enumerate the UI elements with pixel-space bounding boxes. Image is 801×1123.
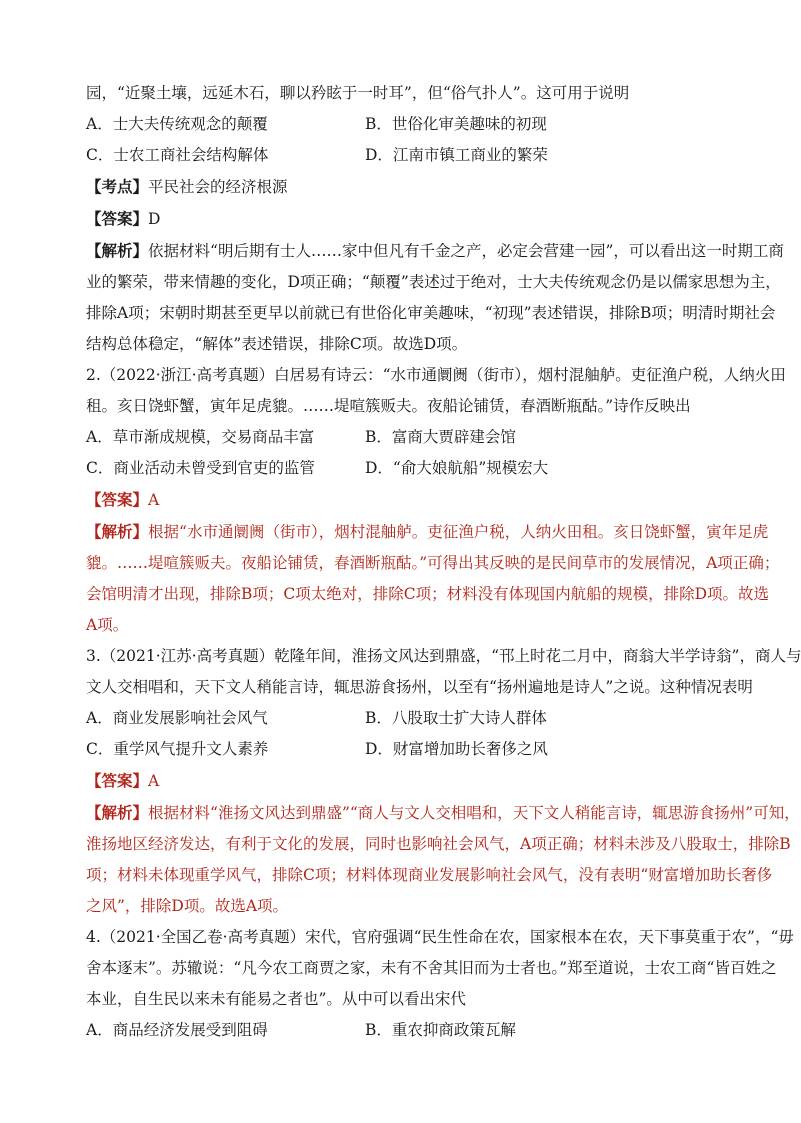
q3-analysis-label: 【解析】 [86,803,149,822]
q1-option-c: C．士农工商社会结构解体 [86,146,269,164]
q1-analysis-text: 依据材料“明后期有士人……家中但凡有千金之产，必定会营建一园”，可以看出这一时期工商 [148,242,784,260]
q3-analysis-line-3: 项；材料未体现重学风气，排除C项；材料体现商业发展影响社会风气，没有表明“财富增加助长奢侈 [86,866,773,884]
q2-options-row-1 [86,422,710,453]
q3-stem-line-2: 文人交相唱和，天下文人稍能言诗，辄思游食扬州，以至有“扬州遍地是诗人”之说。这种情况表明 [86,678,753,696]
q1-analysis-line-4: 结构总体稳定，“解体”表述错误，排除C项。故选D项。 [86,335,468,353]
q2-analysis-line-4: A项。 [86,616,129,634]
q2-option-b: B．富商大贾辟建会馆 [365,428,516,446]
q2-answer-value: A [148,491,160,509]
q2-analysis-text: 根据“水市通阛阓（街市），烟村混舳舻。吏征渔户税，人纳火田租。亥日饶虾蟹，寅年足虎 [148,523,769,541]
q1-answer-value: D [148,210,161,228]
q1-analysis-label: 【解析】 [86,241,149,260]
q1-stem-tail: 园，“近聚土壤，远延木石，聊以矜眩于一时耳”，但“俗气扑人”。这可用于说明 [86,84,630,102]
q2-analysis-line-3: 会馆明清才出现，排除B项；C项太绝对，排除C项；材料没有体现国内航船的规模，排除D项。故选 [86,585,770,603]
q4-stem-line-2: 舍本逐末”。苏辙说：“凡今农工商贾之家，未有不舍其旧而为士者也。”郑至道说，士农工商“皆百姓之 [86,959,777,977]
q3-answer [86,765,710,797]
q1-option-a: A．士大夫传统观念的颠覆 [86,115,268,133]
q2-analysis-line-2: 貔。……堤喧簇贩夫。夜船论铺赁，春酒断瓶酤。”可得出其反映的是民间草市的发展情况，A项正确； [86,554,780,572]
q3-answer-label: 【答案】 [86,771,149,790]
q2-option-c: C．商业活动未曾受到官吏的监管 [86,459,315,477]
q1-options-row-2 [86,140,710,171]
q3-option-d: D．财富增加助长奢侈之风 [365,740,548,758]
q2-option-a: A．草市渐成规模，交易商品丰富 [86,428,315,446]
q1-kaodian-label: 【考点】 [86,177,149,196]
q1-analysis-line-2: 业的繁荣，带来情趣的变化，D项正确；“颠覆”表述过于绝对，士大夫传统观念仍是以儒家思想为主， [86,273,781,291]
q3-option-c: C．重学风气提升文人素养 [86,740,269,758]
document-page [86,78,801,1046]
q1-answer-label: 【答案】 [86,209,149,228]
q2-answer [86,484,710,516]
q3-analysis-text: 根据材料“淮扬文风达到鼎盛”“商人与文人交相唱和，天下文人稍能言诗，辄思游食扬州”可知， [148,804,800,822]
q3-analysis-line-4: 之风”，排除D项。故选A项。 [86,897,289,915]
q2-analysis-line-1 [86,516,769,548]
q1-analysis-line-1 [86,235,784,267]
q4-stem-line-3: 本业，自生民以来未有能易之者也”。从中可以看出宋代 [86,990,466,1008]
q3-analysis-line-1 [86,797,800,829]
q1-kaodian-text: 平民社会的经济根源 [148,178,288,196]
q3-option-b: B．八股取士扩大诗人群体 [365,709,547,727]
q2-option-d: D．“俞大娘航船”规模宏大 [365,459,549,477]
q4-option-b: B．重农抑商政策瓦解 [365,1021,516,1039]
q4-option-a: A．商品经济发展受到阻碍 [86,1021,268,1039]
q3-stem-line-1: 3.（2021·江苏·高考真题）乾隆年间，淮扬文风达到鼎盛，“邗上时花二月中，商翁大半学诗翁”，商人与 [86,647,801,665]
q2-analysis-label: 【解析】 [86,522,149,541]
q1-option-b: B．世俗化审美趣味的初现 [365,115,547,133]
q3-options-row-2 [86,734,710,765]
q3-options-row-1 [86,703,710,734]
q1-answer [86,203,710,235]
q1-analysis-line-3: 排除A项；宋朝时期甚至更早以前就已有世俗化审美趣味，“初现”表述错误，排除B项；明清时期社会 [86,304,776,322]
q3-answer-value: A [148,772,160,790]
q1-option-d: D．江南市镇工商业的繁荣 [365,146,548,164]
q2-answer-label: 【答案】 [86,490,149,509]
q2-stem-line-2: 租。亥日饶虾蟹，寅年足虎貔。……堤喧簇贩夫。夜船论铺赁，春酒断瓶酤。”诗作反映出 [86,397,691,415]
q3-option-a: A．商业发展影响社会风气 [86,709,268,727]
q4-options-row-1 [86,1015,710,1046]
q2-options-row-2 [86,453,710,484]
q1-options-row-1 [86,109,710,140]
q2-stem-line-1: 2.（2022·浙江·高考真题）白居易有诗云：“水市通阛阓（街市），烟村混舳舻。吏征渔户税，人纳火田 [86,366,786,384]
q1-kaodian [86,171,710,203]
q4-stem-line-1: 4.（2021·全国乙卷·高考真题）宋代，官府强调“民生性命在农，国家根本在农，天下事莫重于农”，“毋 [86,928,794,946]
q3-analysis-line-2: 淮扬地区经济发达，有利于文化的发展，同时也影响社会风气，A项正确；材料未涉及八股取士，排除B [86,835,791,853]
